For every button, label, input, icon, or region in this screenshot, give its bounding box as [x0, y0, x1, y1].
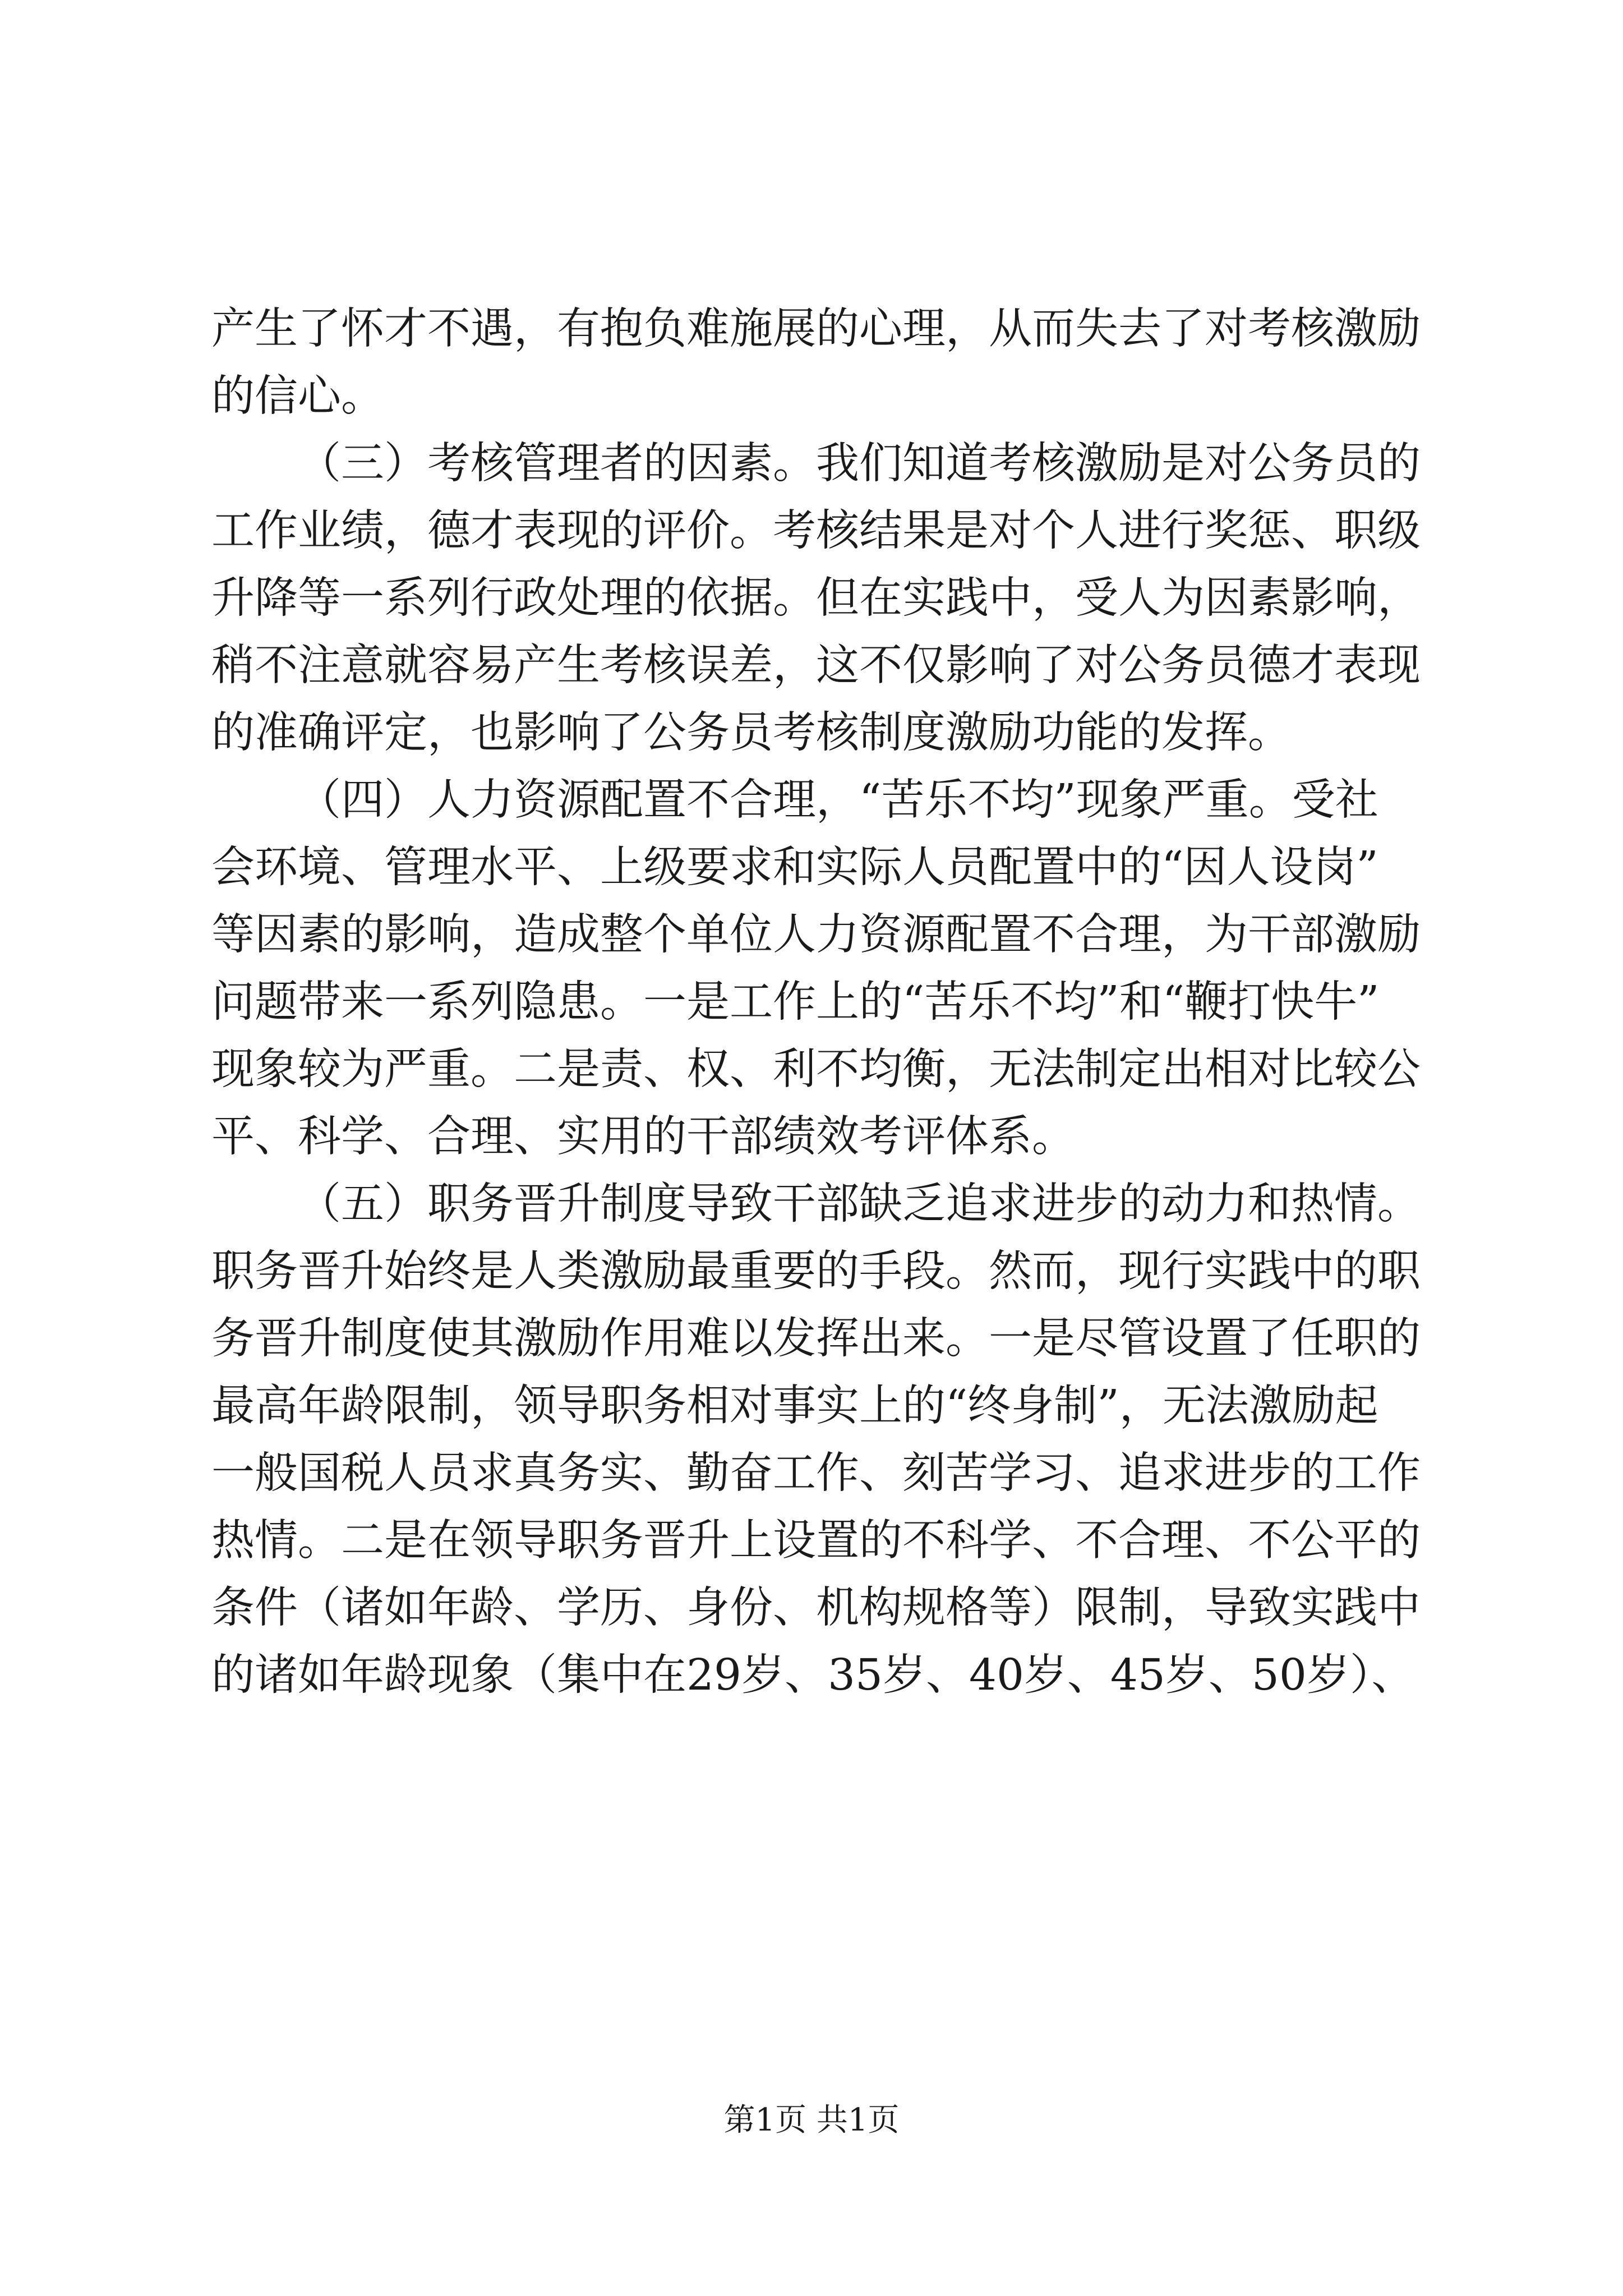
- text-line-13: 平、科学、合理、实用的干部绩效考评体系。: [211, 1112, 1075, 1162]
- text-line-5: 升降等一系列行政处理的依据。但在实践中，受人为因素影响，: [211, 573, 1421, 623]
- paragraph-four-heading: （四）人力资源配置不合理，“苦乐不均”现象严重。受社: [298, 775, 1378, 825]
- text-line-20: 条件（诸如年龄、学历、身份、机构规格等）限制，导致实践中: [211, 1583, 1421, 1633]
- text-line-11: 问题带来一系列隐患。一是工作上的“苦乐不均”和“鞭打快牛”: [211, 977, 1380, 1027]
- text-line-16: 务晋升制度使其激励作用难以发挥出来。一是尽管设置了任职的: [211, 1314, 1421, 1364]
- text-line-7: 的准确评定，也影响了公务员考核制度激励功能的发挥。: [211, 708, 1291, 758]
- text-line-15: 职务晋升始终是人类激励最重要的手段。然而，现行实践中的职: [211, 1246, 1421, 1296]
- text-line-1: 产生了怀才不遇，有抱负难施展的心理，从而失去了对考核激励: [211, 304, 1421, 354]
- text-line-9: 会环境、管理水平、上级要求和实际人员配置中的“因人设岗”: [211, 843, 1378, 892]
- text-line-10: 等因素的影响，造成整个单位人力资源配置不合理，为干部激励: [211, 910, 1421, 960]
- paragraph-three-heading: （三）考核管理者的因素。我们知道考核激励是对公务员的: [298, 439, 1421, 489]
- text-line-4: 工作业绩，德才表现的评价。考核结果是对个人进行奖惩、职级: [211, 506, 1421, 556]
- text-line-21: 的诸如年龄现象（集中在29岁、35岁、40岁、45岁、50岁）、: [211, 1650, 1415, 1700]
- text-line-6: 稍不注意就容易产生考核误差，这不仅影响了对公务员德才表现: [211, 641, 1421, 691]
- text-line-2: 的信心。: [211, 371, 384, 421]
- text-line-18: 一般国税人员求真务实、勤奋工作、刻苦学习、追求进步的工作: [211, 1448, 1421, 1498]
- text-line-19: 热情。二是在领导职务晋升上设置的不科学、不合理、不公平的: [211, 1516, 1421, 1566]
- paragraph-five-heading: （五）职务晋升制度导致干部缺乏追求进步的动力和热情。: [298, 1179, 1421, 1229]
- text-line-17: 最高年龄限制，领导职务相对事实上的“终身制”，无法激励起: [211, 1381, 1378, 1431]
- text-line-12: 现象较为严重。二是责、权、利不均衡，无法制定出相对比较公: [211, 1045, 1421, 1094]
- page-footer: 第1页 共1页: [723, 2102, 900, 2138]
